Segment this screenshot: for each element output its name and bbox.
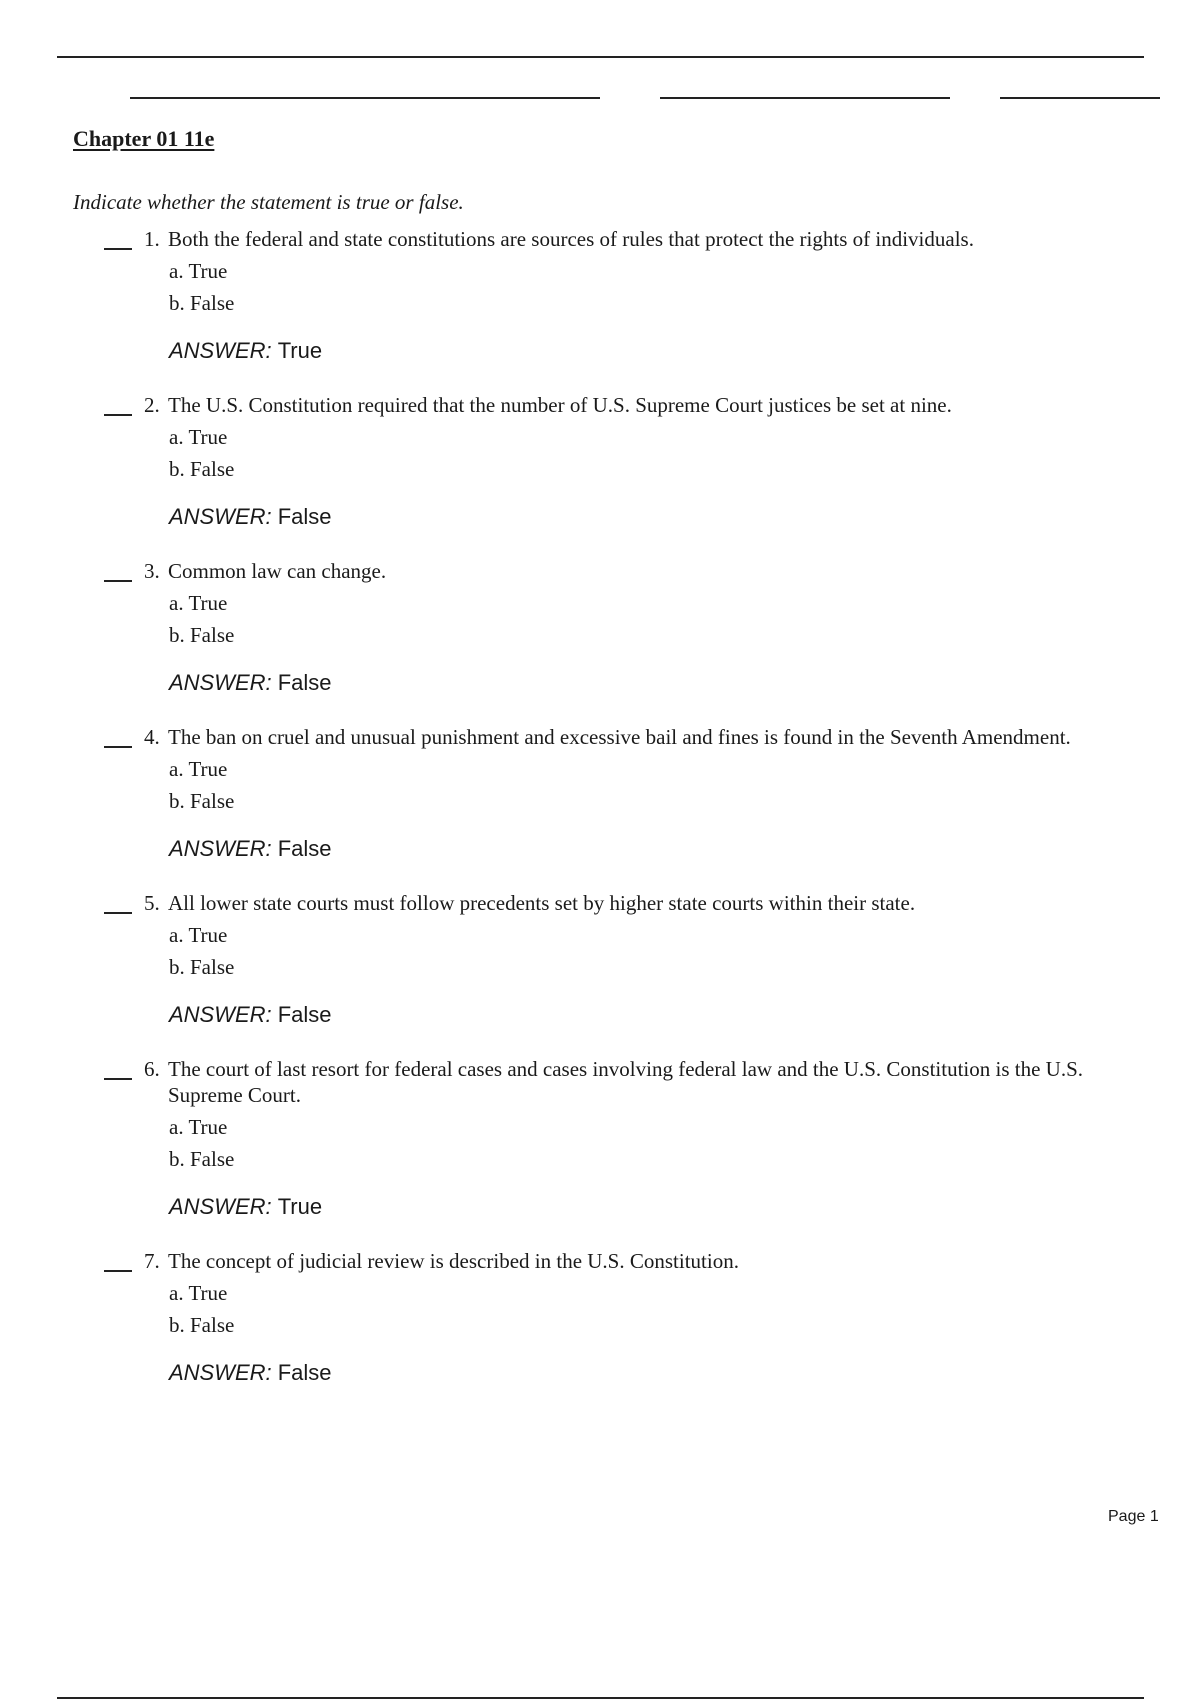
- question-text: All lower state courts must follow precedents set by higher state courts within their state.: [168, 891, 916, 915]
- answer-blank: [104, 248, 132, 250]
- question-stem: [0, 724, 1143, 750]
- question-list: [0, 226, 1200, 1414]
- question-number: 7.: [144, 1249, 160, 1273]
- instructions: Indicate whether the statement is true or false.: [73, 190, 464, 214]
- answer-label: ANSWER:: [169, 1194, 272, 1219]
- question-number: 4.: [144, 725, 160, 749]
- answer-label: ANSWER:: [169, 670, 272, 695]
- choice-false: b. False: [169, 1313, 235, 1337]
- question-text: The ban on cruel and unusual punishment and excessive bail and fines is found in the Seventh Amendment.: [168, 725, 1071, 749]
- page-number: Page 1: [1108, 1508, 1159, 1525]
- answer-blank: [104, 1270, 132, 1272]
- question-stem: [0, 226, 1143, 252]
- question-item: [0, 1248, 1200, 1386]
- chapter-title: Chapter 01 11e: [73, 126, 215, 151]
- answer-label: ANSWER:: [169, 338, 272, 363]
- question-item: [0, 558, 1200, 696]
- question-stem: [0, 1056, 1143, 1108]
- choice-false: b. False: [169, 955, 235, 979]
- question-number: 1.: [144, 227, 160, 251]
- answer-value: False: [277, 670, 332, 695]
- answer-line: [0, 504, 1200, 530]
- question-text: Common law can change.: [168, 559, 387, 583]
- choice-true: a. True: [169, 425, 228, 449]
- name-blank-line: [130, 97, 600, 99]
- answer-blank: [104, 580, 132, 582]
- question-text: The U.S. Constitution required that the number of U.S. Supreme Court justices be set at nine.: [168, 393, 952, 417]
- question-item: [0, 890, 1200, 1028]
- question-text: The concept of judicial review is described in the U.S. Constitution.: [168, 1249, 739, 1273]
- answer-value: False: [277, 836, 332, 861]
- answer-label: ANSWER:: [169, 1360, 272, 1385]
- header-rule: [57, 56, 1144, 58]
- question-stem: [0, 890, 1143, 916]
- answer-value: False: [277, 1360, 332, 1385]
- date-blank-line: [1000, 97, 1160, 99]
- question-item: [0, 392, 1200, 530]
- answer-label: ANSWER:: [169, 1002, 272, 1027]
- question-number: 2.: [144, 393, 160, 417]
- answer-line: [0, 836, 1200, 862]
- choice-true: a. True: [169, 591, 228, 615]
- answer-line: [0, 338, 1200, 364]
- answer-label: ANSWER:: [169, 504, 272, 529]
- choice-true: a. True: [169, 1115, 228, 1139]
- answer-value: False: [277, 1002, 332, 1027]
- footer-rule: [57, 1697, 1144, 1699]
- answer-value: False: [277, 504, 332, 529]
- answer-label: ANSWER:: [169, 836, 272, 861]
- choice-false: b. False: [169, 291, 235, 315]
- choice-false: b. False: [169, 1147, 235, 1171]
- choice-false: b. False: [169, 457, 235, 481]
- question-text: The court of last resort for federal cases and cases involving federal law and the U.S. Constitution is the U.S. Supreme Court.: [168, 1057, 1084, 1107]
- question-number: 6.: [144, 1057, 160, 1081]
- question-item: [0, 226, 1200, 364]
- choice-false: b. False: [169, 623, 235, 647]
- question-number: 3.: [144, 559, 160, 583]
- answer-line: [0, 1194, 1200, 1220]
- answer-blank: [104, 746, 132, 748]
- answer-line: [0, 670, 1200, 696]
- question-stem: [0, 558, 1143, 584]
- question-stem: [0, 1248, 1143, 1274]
- answer-blank: [104, 414, 132, 416]
- choice-true: a. True: [169, 1281, 228, 1305]
- question-item: [0, 724, 1200, 862]
- choice-true: a. True: [169, 923, 228, 947]
- question-text: Both the federal and state constitutions are sources of rules that protect the rights of individuals.: [168, 227, 974, 251]
- class-blank-line: [660, 97, 950, 99]
- answer-line: [0, 1002, 1200, 1028]
- question-stem: [0, 392, 1143, 418]
- choice-true: a. True: [169, 259, 228, 283]
- question-item: [0, 1056, 1200, 1220]
- answer-value: True: [277, 1194, 323, 1219]
- answer-line: [0, 1360, 1200, 1386]
- question-number: 5.: [144, 891, 160, 915]
- choice-false: b. False: [169, 789, 235, 813]
- answer-blank: [104, 1078, 132, 1080]
- answer-blank: [104, 912, 132, 914]
- answer-value: True: [277, 338, 323, 363]
- choice-true: a. True: [169, 757, 228, 781]
